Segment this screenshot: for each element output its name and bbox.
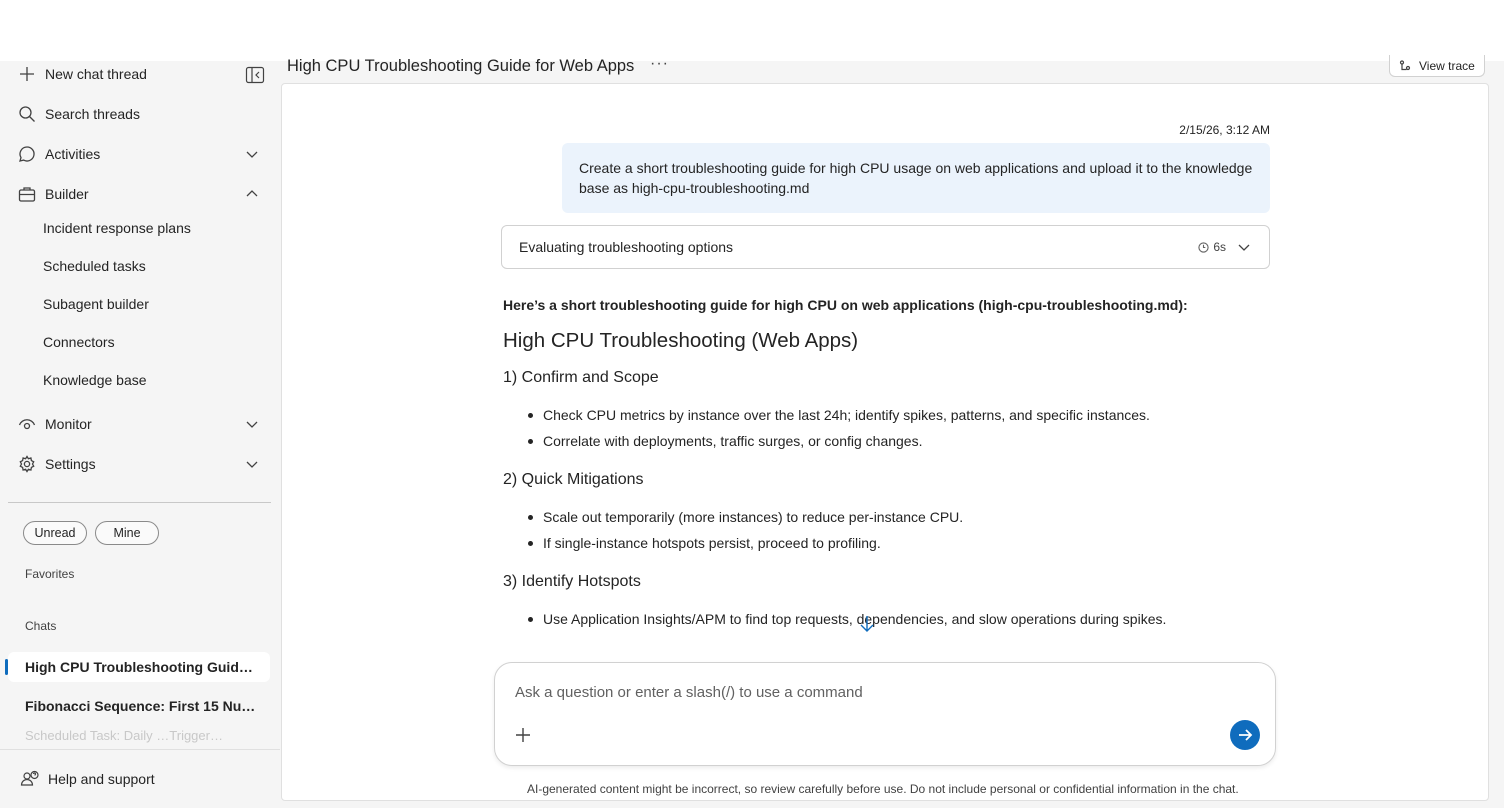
help-and-support-label: Help and support — [48, 771, 155, 787]
chevron-up-icon[interactable] — [244, 186, 260, 202]
reasoning-duration: 6s — [1213, 240, 1226, 254]
new-chat-thread-button[interactable] — [18, 60, 147, 88]
favorites-label: Favorites — [25, 567, 75, 581]
arrow-right-icon — [1236, 726, 1254, 744]
plus-icon — [18, 65, 36, 83]
settings-label: Settings — [45, 456, 96, 472]
view-trace-button[interactable] — [1389, 55, 1485, 77]
sidebar-item-activities[interactable] — [18, 140, 100, 168]
sidebar — [0, 61, 280, 808]
chevron-down-icon[interactable] — [244, 416, 260, 432]
more-options-button[interactable]: ··· — [650, 55, 669, 72]
gear-icon — [18, 455, 36, 473]
chat-panel — [281, 83, 1489, 801]
list-item: Use Application Insights/APM to find top requests, dependencies, and slow operations during spikes. — [543, 611, 1167, 627]
arrow-down-icon — [858, 614, 876, 634]
list-item: If single-instance hotspots persist, proceed to profiling. — [543, 535, 881, 551]
search-threads-button[interactable] — [18, 100, 140, 128]
message-input[interactable]: Ask a question or enter a slash(/) to use a command — [515, 684, 863, 701]
chevron-down-icon[interactable] — [244, 146, 260, 162]
help-and-support-button[interactable] — [20, 769, 155, 789]
chats-label: Chats — [25, 619, 57, 633]
section-heading: 1) Confirm and Scope — [503, 369, 659, 386]
app-shell — [0, 55, 1504, 808]
monitor-label: Monitor — [45, 416, 92, 432]
chat-item-high-cpu[interactable]: High CPU Troubleshooting Guid… — [8, 652, 270, 682]
section-heading: 2) Quick Mitigations — [503, 471, 644, 488]
send-button[interactable] — [1230, 720, 1260, 750]
list-item: Scale out temporarily (more instances) to reduce per-instance CPU. — [543, 509, 964, 525]
attach-button[interactable] — [514, 726, 532, 744]
filter-unread-button[interactable]: Unread — [23, 521, 87, 545]
clock-icon — [1198, 242, 1209, 253]
sidebar-item-settings[interactable] — [18, 450, 96, 478]
eye-icon — [18, 415, 36, 433]
section-heading: 3) Identify Hotspots — [503, 573, 641, 590]
sidebar-item-scheduled-tasks[interactable]: Scheduled tasks — [43, 258, 146, 274]
message-timestamp: 2/15/26, 3:12 AM — [1179, 123, 1270, 137]
new-chat-thread-label: New chat thread — [45, 66, 147, 82]
people-help-icon — [20, 769, 40, 789]
page-title: High CPU Troubleshooting Guide for Web Apps — [287, 57, 635, 75]
activities-label: Activities — [45, 146, 101, 162]
chevron-down-icon — [1236, 239, 1252, 255]
collapse-sidebar-button[interactable] — [245, 66, 265, 84]
chevron-down-icon[interactable] — [244, 456, 260, 472]
collapse-sidebar-icon — [245, 66, 265, 84]
chat-bubble-icon — [18, 145, 36, 163]
scroll-to-bottom-button[interactable] — [858, 614, 876, 636]
sidebar-item-builder[interactable] — [18, 180, 89, 208]
filter-mine-button[interactable]: Mine — [95, 521, 159, 545]
sidebar-item-connectors[interactable]: Connectors — [43, 334, 115, 350]
sidebar-item-subagent-builder[interactable]: Subagent builder — [43, 296, 149, 312]
reasoning-toggle[interactable] — [501, 225, 1270, 269]
search-threads-label: Search threads — [45, 106, 140, 122]
reasoning-label: Evaluating troubleshooting options — [519, 239, 734, 255]
search-icon — [18, 105, 36, 123]
view-trace-label: View trace — [1419, 58, 1475, 73]
list-item: Correlate with deployments, traffic surges, or config changes. — [543, 433, 923, 449]
builder-label: Builder — [45, 186, 89, 202]
trace-icon — [1399, 60, 1411, 72]
top-bar — [0, 0, 1504, 61]
plus-icon — [514, 726, 532, 744]
composer — [494, 662, 1276, 766]
user-message: Create a short troubleshooting guide for high CPU usage on web applications and upload it to the knowledge base as high-cpu-troubleshooting.md — [562, 143, 1270, 213]
sidebar-item-knowledge-base[interactable]: Knowledge base — [43, 372, 147, 388]
chat-item-fibonacci[interactable]: Fibonacci Sequence: First 15 Nu… — [25, 698, 256, 714]
sidebar-divider — [8, 502, 271, 503]
response-intro: Here’s a short troubleshooting guide for high CPU on web applications (high-cpu-troubleshooting.md): — [503, 297, 1188, 313]
guide-heading: High CPU Troubleshooting (Web Apps) — [503, 329, 859, 352]
chat-item-scheduled-task[interactable]: Scheduled Task: Daily …Trigger… — [25, 728, 223, 743]
help-footer — [0, 749, 280, 808]
sidebar-item-incident-response-plans[interactable]: Incident response plans — [43, 220, 191, 236]
ai-disclaimer: AI-generated content might be incorrect, so review carefully before use. Do not include personal or confidential information in the chat. — [527, 782, 1239, 796]
sidebar-item-monitor[interactable] — [18, 410, 92, 438]
briefcase-icon — [18, 185, 36, 203]
list-item: Check CPU metrics by instance over the last 24h; identify spikes, patterns, and specific instances. — [543, 407, 1150, 423]
